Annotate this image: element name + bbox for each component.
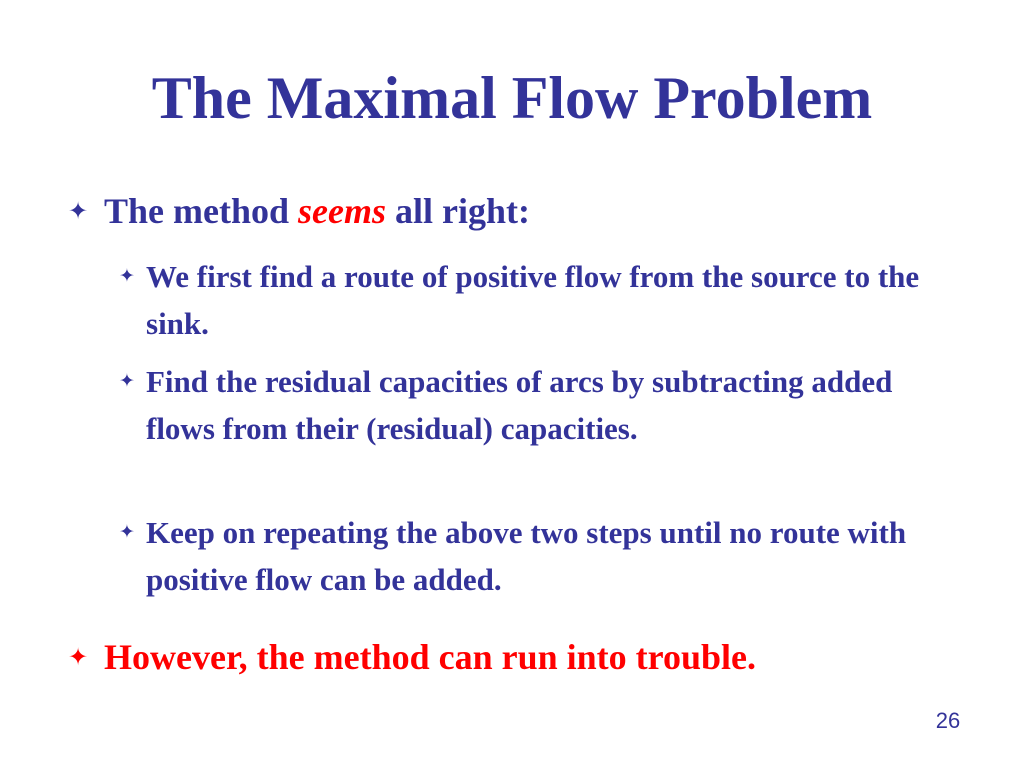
bullet-star-icon: ✦ <box>119 521 135 543</box>
sub-bullet-text: We first find a route of positive flow from the source to the sink. <box>146 259 920 341</box>
bullet-star-icon: ✦ <box>119 370 135 392</box>
bullet-star-icon: ✦ <box>68 197 89 225</box>
sub-bullet-find-route <box>119 253 946 347</box>
sub-bullet-text: Keep on repeating the above two steps until no route with positive flow can be added. <box>146 515 907 597</box>
sub-bullet-keep-repeating <box>119 509 946 603</box>
bullet-text-suffix: all right: <box>386 191 530 231</box>
sub-bullet-text: Find the residual capacities of arcs by subtracting added flows from their (residual) capacities. <box>146 364 893 446</box>
bullet-method-seems-right <box>68 189 530 233</box>
bullet-emphasis-text: seems <box>298 191 386 231</box>
bullet-star-icon: ✦ <box>119 265 135 287</box>
bullet-star-icon: ✦ <box>68 643 89 671</box>
conclusion-text: However, the method can run into trouble. <box>104 637 756 677</box>
page-number: 26 <box>935 708 961 733</box>
slide-title: The Maximal Flow Problem <box>151 65 873 131</box>
sub-bullet-residual-capacities <box>119 358 946 452</box>
bullet-conclusion <box>68 635 756 679</box>
bullet-text-prefix: The method <box>104 191 299 231</box>
